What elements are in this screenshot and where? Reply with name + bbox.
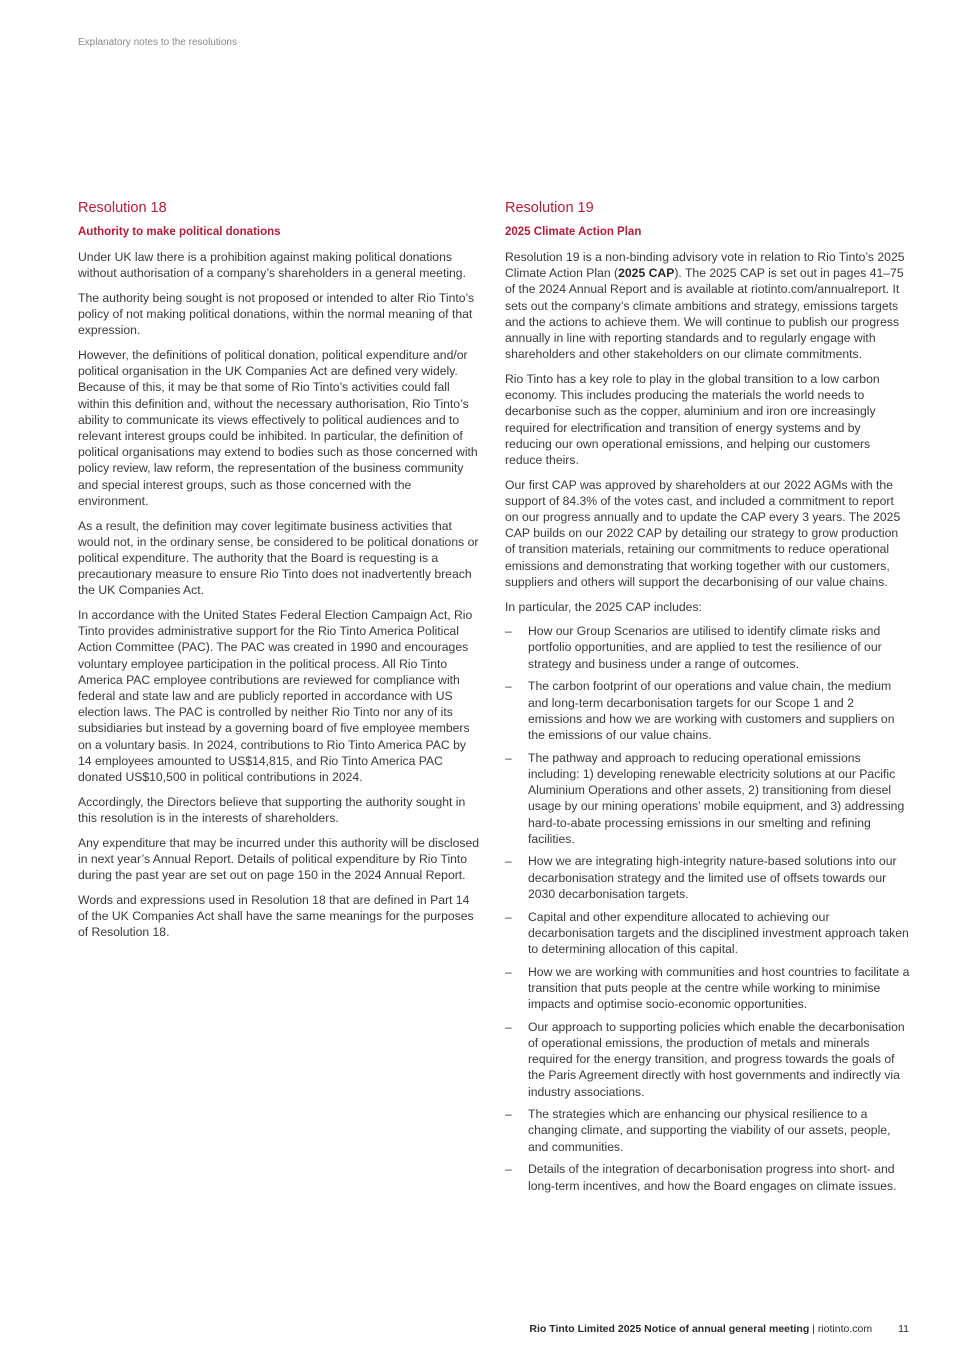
resolution-19-paragraph: Rio Tinto has a key role to play in the global transition to a low carbon economy. This includes producing the materials the world needs to decarbonise such as the copper, aluminium and iron ore increasingly required for electrification and transition of energy systems and by reducing our own operational emissions, and helping our customers reduce theirs. [505,371,880,467]
list-item [505,909,910,958]
cap-includes-list [505,623,910,1194]
resolution-19-section [505,199,910,1200]
intro-text-continued: ). The 2025 CAP is set out in pages 41–75 of the 2024 Annual Report and is available at riotinto.com/annualreport. It sets out the company’s climate ambitions and strategy, emissions targets and the actions to achieve them. We will continue to publish our progress annually in line with reporting standards and to regularly engage with shareholders and other stakeholders on our climate commitments. [505,266,904,362]
resolution-19-intro-paragraph [505,249,910,362]
list-item-text: Our approach to supporting policies which enable the decarbonisation of operational emissions, the production of metals and minerals required for the energy transition, and progress towards the goals of the Paris Agreement directly with host governments and indirectly via industry associations. [528,1019,905,1099]
resolution-19-paragraph: Our first CAP was approved by shareholders at our 2022 AGMs with the support of 84.3% of the votes cast, and included a commitment to report on our progress annually and to update the CAP every 3 years. The 2025 CAP builds on our 2022 CAP by detailing our strategy to grow production of transition materials, retaining our commitments to reduce operational emissions and demonstrating that working together with our customers, suppliers and others will support the decarbonising of our value chains. [505,477,901,589]
dash-marker: – [505,854,512,869]
running-header: Explanatory notes to the resolutions [78,37,237,48]
dash-marker: – [505,1107,512,1122]
list-item [505,1019,910,1100]
list-item-text: Capital and other expenditure allocated to achieving our decarbonisation targets and the disciplined investment approach taken to determining allocation of this capital. [528,909,909,956]
footer-website: riotinto.com [817,1323,873,1335]
list-item [505,1106,910,1155]
dash-marker: – [505,750,512,765]
list-item-text: The strategies which are enhancing our physical resilience to a changing climate, and supporting the viability of our assets, people, and communities. [528,1107,891,1154]
list-item [505,623,910,672]
footer-document-title: Rio Tinto Limited 2025 Notice of annual general meeting [529,1323,810,1335]
page-footer [529,1323,909,1335]
dash-marker: – [505,624,512,639]
intro-text: Resolution 19 is a non-binding advisory vote in relation to Rio Tinto’s 2025 Climate Action Plan ( [505,250,905,281]
resolution-18-paragraph: Any expenditure that may be incurred under this authority will be disclosed in next year’s Annual Report. Details of political expenditure by Rio Tinto during the past year are set out on page 150 in the 2024 Annual Report. [78,835,480,883]
list-item [505,964,910,1013]
resolution-19-subheading: 2025 Climate Action Plan [505,226,642,238]
resolution-18-paragraph: The authority being sought is not proposed or intended to alter Rio Tinto’s policy of not making political donations, within the normal meaning of that expression. [78,290,475,338]
page-number: 11 [898,1323,909,1335]
dash-marker: – [505,679,512,694]
resolution-18-paragraph: In accordance with the United States Federal Election Campaign Act, Rio Tinto provides administrative support for the Rio Tinto America Political Action Committee (PAC). The PAC was created in 1990 and encourages voluntary employee participation in the political process. All Rio Tinto America PAC employee contributions are reviewed for compliance with federal and state law and are publicly reported in accordance with US election laws. The PAC is controlled by neither Rio Tinto nor any of its subsidiaries but instead by a governing board of five employee members on a voluntary basis. In 2024, contributions to Rio Tinto America PAC by 14 employees amounted to US$14,815, and Rio Tinto America PAC donated US$10,500 in political contributions in 2024. [78,608,473,785]
resolution-18-paragraph: However, the definitions of political donation, political expenditure and/or political organisation in the UK Companies Act are defined very widely. Because of this, it may be that some of Rio Tinto’s activities could fall within this definition and, without the necessary authorisation, Rio Tinto’s ability to communicate its views effectively to political audiences and to relevant interest groups could be inhibited. In particular, the definition of political organisations may extend to bodies such as those concerned with policy review, law reform, the representation of the business community and special interest groups, such as those concerned with the environment. [78,348,478,508]
resolution-18-heading: Resolution 18 [78,200,167,216]
list-item [505,678,910,743]
dash-marker: – [505,1162,512,1177]
resolution-18-paragraph: Accordingly, the Directors believe that supporting the authority sought in this resolution is in the interests of shareholders. [78,794,466,825]
list-item-text: The carbon footprint of our operations and value chain, the medium and long-term decarbonisation targets for our Scope 1 and 2 emissions and how we are working with customers and suppliers on the emissions of our value chains. [528,679,895,742]
resolution-18-paragraph: As a result, the definition may cover legitimate business activities that would not, in the ordinary sense, be considered to be political donations or political expenditure. The authority that the Board is requesting is a precautionary measure to ensure Rio Tinto does not inadvertently breach the UK Companies Act. [78,518,479,598]
resolution-19-heading: Resolution 19 [505,200,594,216]
dash-marker: – [505,909,512,924]
footer-separator: | [809,1323,818,1335]
list-item [505,853,910,902]
list-item [505,1161,910,1193]
list-item-text: How we are integrating high-integrity nature-based solutions into our decarbonisation strategy and the limited use of offsets towards our 2030 decarbonisation targets. [528,854,897,901]
dash-marker: – [505,964,512,979]
list-item-text: How our Group Scenarios are utilised to identify climate risks and portfolio opportunities, and are applied to test the resilience of our strategy and business under a range of outcomes. [528,624,882,671]
resolution-18-paragraph: Words and expressions used in Resolution 18 that are defined in Part 14 of the UK Companies Act shall have the same meanings for the purposes of Resolution 18. [78,892,474,940]
list-item-text: The pathway and approach to reducing operational emissions including: 1) developing renewable electricity solutions at our Pacific Aluminium Operations and other assets, 2) transitioning from diesel usage by our mining operations’ mobile equipment, and 3) addressing hard-to-abate processing emissions in our smelting and refining facilities. [528,750,905,846]
list-item-text: How we are working with communities and host countries to facilitate a transition that puts people at the centre while working to minimise impacts and optimise socio-economic opportunities. [528,964,910,1012]
list-item-text: Details of the integration of decarbonisation progress into short- and long-term incentives, and how the Board engages on climate issues. [528,1162,897,1193]
intro-defined-term: 2025 CAP [618,266,675,281]
resolution-18-subheading: Authority to make political donations [78,226,281,238]
list-item [505,750,910,847]
resolution-18-section [78,199,480,949]
resolution-19-paragraph: In particular, the 2025 CAP includes: [505,599,702,614]
resolution-18-paragraph: Under UK law there is a prohibition against making political donations without authorisation of a company’s shareholders in a general meeting. [78,250,466,281]
dash-marker: – [505,1019,512,1034]
